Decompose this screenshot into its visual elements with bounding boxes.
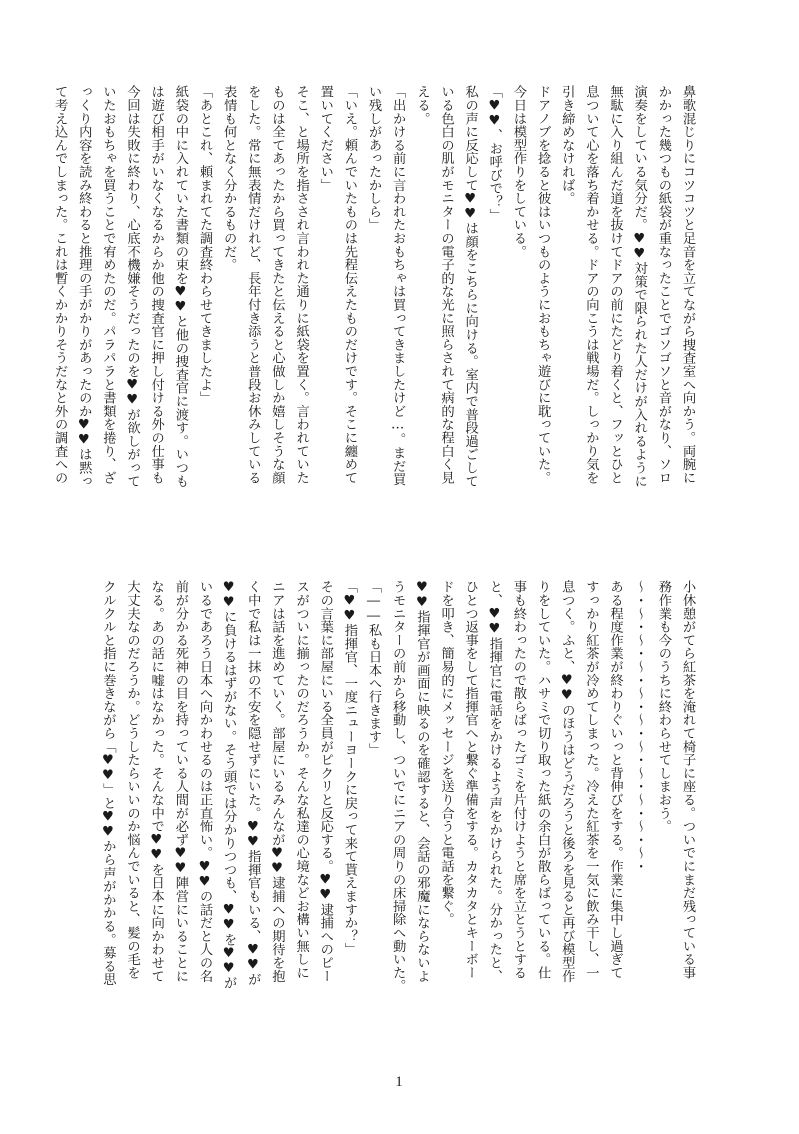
text-column: 今回は失敗に終わり、心底不機嫌そうだったのを♥♥が欲しがって [124,85,140,488]
text-column: ドを叩き、簡易的にメッセージを送り合うと電話を繋ぐ。 [438,580,454,926]
text-column: いるであろう日本へ向かわせるのは正直怖い。♥♥の話だと人の名 [197,580,212,983]
text-column: ものは全てあったから買ってきたと伝えると心做しか嬉しそうな顔 [269,85,285,484]
text-column: りをしていた。ハサミで切り取った紙の余白が散らばっている。仕 [535,580,551,979]
text-column: すっかり紅茶が冷めてしまった。冷えた紅茶を一気に飲み干し、一 [583,580,599,979]
text-column: っくり内容を読み終わると推理の手がかりがあったのか♥♥は黙っ [76,85,92,488]
text-column: て考え込んでしまった。これは暫くかかりそうだなと外の調査への [52,85,68,484]
text-column: 「♥♥、お呼びで？」 [486,85,502,222]
text-column: 鼻歌混じりにコツコツと足音を立てながら捜査室へ向かう。両腕に [680,85,695,484]
text-column: 無駄に入り組んだ道を抜けてドアの前にたどり着くと、フッとひと [607,85,623,484]
text-column: ドアノブを捻ると彼はいつものようにおもちゃ遊びに耽っていた。 [535,85,551,484]
page-number: 1 [395,1074,403,1090]
text-column: 引き締めなければ。 [559,85,575,205]
text-column: そこ、と場所を指さされ言われた通りに紙袋を置く。言われていた [293,85,309,484]
text-column: 今日は模型作りをしている。 [510,85,526,258]
text-column: 息つく。ふと、♥♥のほうはどうだろうと後ろを見ると再び模型作 [559,580,575,983]
text-column: 息ついて心を落ち着かせる。ドアの向こうは戦場だ。しっかり気を [583,85,599,484]
text-column: 紙袋の中に入れていた書類の束を♥♥と他の捜査官に渡す。いつも [172,85,188,488]
text-column: 大丈夫なのだろうか。どうしたらいいのか悩んでいると、髪の毛を [124,580,140,979]
text-column: い残しがあったかしら」 [366,85,382,232]
text-column: は遊び相手がいなくなるからか他の捜査官に押し付ける外の仕事も [148,85,164,484]
text-column: ♥♥に負けるはずがない。そう頭では分かりつつも、♥♥を♥♥が [221,580,237,990]
text-column: いたおもちゃを買うことで宥めたのだ。パラパラと書類を捲り、ざ [100,85,116,484]
text-column: ひとつ返事をして指揮官へと繋ぐ準備をする。カタカタとキーボー [462,580,478,979]
text-column: 「出かける前に言われたおもちゃは買ってきましたけど…。まだ買 [390,85,406,486]
text-column: 「あとこれ、頼まれてた調査終わらせてきましたよ」 [197,85,212,405]
text-column: スがついに揃ったのだろうか。そんな私達の心境などお構い無しに [293,580,309,979]
text-column: ♥♥指揮官が画面に映るのを確認すると、会話の邪魔にならないよ [414,580,430,983]
text-column: 務作業も今のうちに終わらせてしまおう。 [655,580,671,833]
text-column: ある程度作業が終わりぐいっと背伸びをする。作業に集中し過ぎて [607,580,623,979]
text-column: 事も終わったので散らばったゴミを片付けようと席を立とうとする [510,580,526,979]
text-column: かかった幾つもの紙袋が重なったことでゴソゴソと音がなり、ソロ [655,85,671,484]
text-column: 置いてください」 [317,85,333,192]
text-column: 小休憩がてら紅茶を淹れて椅子に座る。ついでにまだ残っている事 [680,580,695,979]
text-column: クルクルと指に巻きながら「♥♥」と♥♥から声がかかる。募る思 [100,580,116,986]
text-column: うモニターの前から移動し、ついでにニアの周りの床掃除へ動いた。 [390,580,406,993]
text-column: 「いえ。頼んでいたものは先程伝えたものだけです。そこに纏めて [341,85,357,484]
text-column: 「――私も日本へ行きます」 [366,580,382,757]
text-column: をした。常に無表情だけれど、長年付き添うと普段お休みしている [245,85,261,484]
text-column: ～・～・～・～・～・～・～・～・～・～・～・ [631,580,647,873]
text-column: 演奏をしている気分だ。♥♥対策で限られた人だけが入れるように [631,85,647,488]
text-column: える。 [414,85,430,125]
text-column: 私の声に反応して♥♥は顔をこちらに向ける。室内で普段過ごして [462,85,478,488]
text-column: その言葉に部屋にいる全員がピクリと反応する。♥♥逮捕へのピー [317,580,333,983]
text-column: 前が分かる死神の目を持っている人間が必ず♥♥陣営にいることに [172,580,188,983]
text-column: と、♥♥指揮官に電話をかけるよう声をかけられた。分かったと、 [486,580,502,983]
text-column: 表情も何となく分かるものだ。 [221,85,237,272]
text-column: いる色白の肌がモニターの電子的な光に照らされて病的な程白く見 [438,85,454,484]
text-column: なる。あの話に嘘はなかった。そんな中で♥♥を日本に向かわせて [148,580,164,983]
text-column: く中で私は一抹の不安を隠せずにいた。♥♥指揮官もいる、♥♥が [245,580,261,986]
text-column: 「♥♥指揮官、一度ニューヨークに戻って来て貰えますか？」 [341,580,357,956]
text-column: ニアは話を進めていく。部屋にいるみんなが♥♥逮捕への期待を抱 [269,580,285,983]
